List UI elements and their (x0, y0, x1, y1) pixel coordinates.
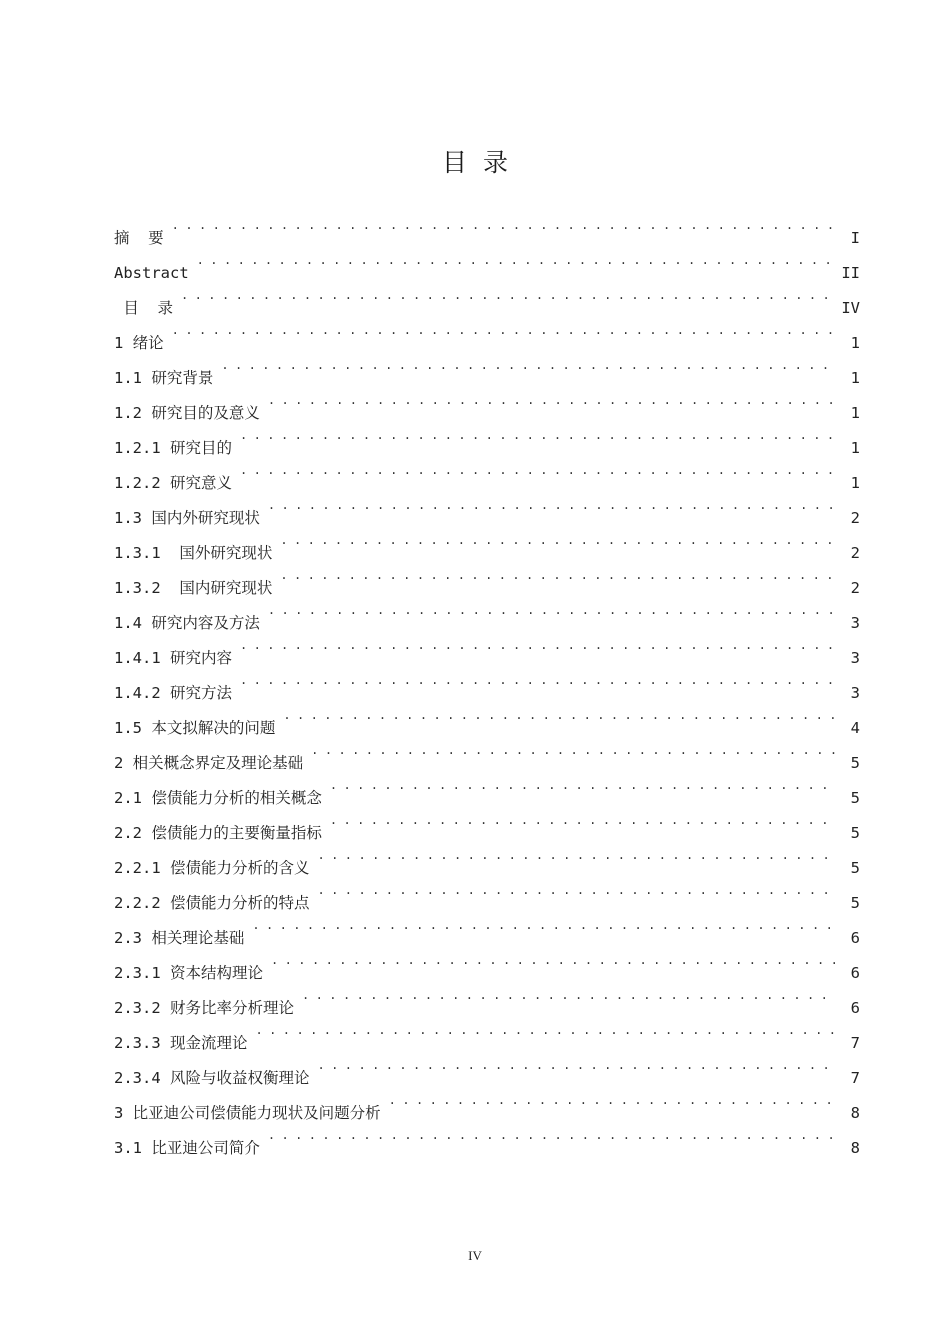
toc-entry-page: 1 (850, 369, 860, 387)
toc-dot-leader (268, 593, 836, 628)
toc-entry-page: 2 (850, 509, 860, 527)
toc-entry-label: 2.3.3 现金流理论 (114, 1034, 248, 1052)
toc-dot-leader (172, 313, 836, 348)
toc-dot-leader (268, 383, 836, 418)
toc-entry-page: 5 (850, 824, 860, 842)
toc-entry-label: 1.3.1 国外研究现状 (114, 544, 273, 562)
toc-dot-leader (240, 663, 836, 698)
toc-entry[interactable] (114, 278, 860, 317)
toc-dot-leader (280, 558, 836, 593)
toc-entry-label: 2.3.1 资本结构理论 (114, 964, 263, 982)
toc-dot-leader (330, 768, 836, 803)
toc-dot-leader (197, 243, 832, 278)
page-title: 目 录 (442, 148, 508, 177)
toc-entry-label: 2.3.2 财务比率分析理论 (114, 999, 294, 1017)
toc-dot-leader (302, 978, 836, 1013)
toc-entry-page: 6 (850, 999, 860, 1017)
toc-entry-label: 1 绪论 (114, 334, 164, 352)
toc-dot-leader (240, 628, 836, 663)
toc-entry-label: 1.5 本文拟解决的问题 (114, 719, 276, 737)
toc-entry-page: 7 (850, 1034, 860, 1052)
toc-entry-page: 5 (850, 859, 860, 877)
toc-dot-leader (318, 1048, 837, 1083)
toc-entry-label: 1.2 研究目的及意义 (114, 404, 260, 422)
toc-entry-label: 摘 要 (114, 229, 164, 247)
toc-dot-leader (240, 418, 836, 453)
toc-entry-page: IV (841, 299, 860, 317)
toc-entry-page: 5 (850, 789, 860, 807)
toc-entry-label: 1.3 国内外研究现状 (114, 509, 260, 527)
toc-dot-leader (389, 1083, 836, 1118)
toc-dot-leader (280, 523, 836, 558)
toc-entry-page: 1 (850, 439, 860, 457)
toc-entry-page: 5 (850, 754, 860, 772)
toc-entry-label: 2.3.4 风险与收益权衡理论 (114, 1069, 310, 1087)
page-number-footer: IV (468, 1248, 482, 1263)
toc-entry-page: 1 (850, 404, 860, 422)
toc-entry-label: 1.2.1 研究目的 (114, 439, 232, 457)
toc-dot-leader (256, 1013, 837, 1048)
toc-entry-page: 4 (850, 719, 860, 737)
toc-entry[interactable] (114, 243, 860, 282)
toc-entry-label: 2.2 偿债能力的主要衡量指标 (114, 824, 322, 842)
toc-entry-page: 5 (850, 894, 860, 912)
toc-entry-label: 1.1 研究背景 (114, 369, 214, 387)
toc-dot-leader (330, 803, 836, 838)
toc-entry-label: 2.1 偿债能力分析的相关概念 (114, 789, 322, 807)
toc-entry-page: 1 (850, 474, 860, 492)
toc-entry-label: 目 录 (114, 299, 173, 317)
toc-entry-page: 6 (850, 964, 860, 982)
toc-dot-leader (252, 908, 836, 943)
toc-entry-page: 6 (850, 929, 860, 947)
toc-entry-label: 2 相关概念界定及理论基础 (114, 754, 304, 772)
toc-dot-leader (268, 488, 836, 523)
toc-entry[interactable] (114, 348, 860, 387)
toc-entry-page: 7 (850, 1069, 860, 1087)
toc-entry-page: 2 (850, 544, 860, 562)
toc-entry-label: 1.4.1 研究内容 (114, 649, 232, 667)
toc-dot-leader (283, 698, 836, 733)
toc-entry-label: 1.4 研究内容及方法 (114, 614, 260, 632)
toc-entry[interactable] (114, 383, 860, 422)
toc-dot-leader (240, 453, 836, 488)
toc-entry[interactable] (114, 313, 860, 352)
toc-entry-label: 3.1 比亚迪公司简介 (114, 1139, 260, 1157)
toc-entry-page: 3 (850, 614, 860, 632)
toc-entry-label: 3 比亚迪公司偿债能力现状及问题分析 (114, 1104, 381, 1122)
toc-entry-page: 8 (850, 1139, 860, 1157)
toc-dot-leader (172, 208, 836, 243)
toc-dot-leader (318, 873, 837, 908)
toc-dot-leader (181, 278, 831, 313)
toc-entry-label: 2.2.2 偿债能力分析的特点 (114, 894, 310, 912)
toc-entry-page: 3 (850, 684, 860, 702)
toc-entry-label: 1.3.2 国内研究现状 (114, 579, 273, 597)
toc-entry-page: 1 (850, 334, 860, 352)
toc-entry-page: 2 (850, 579, 860, 597)
toc-dot-leader (318, 838, 837, 873)
toc-entry-label: 1.4.2 研究方法 (114, 684, 232, 702)
toc-entry[interactable] (114, 208, 860, 247)
toc-entry-page: I (850, 229, 860, 247)
toc-entry-label: 1.2.2 研究意义 (114, 474, 232, 492)
toc-entry-page: 8 (850, 1104, 860, 1122)
toc-entry-label: Abstract (114, 264, 189, 282)
toc-dot-leader (311, 733, 836, 768)
table-of-contents (114, 208, 860, 1157)
toc-entry-page: II (841, 264, 860, 282)
toc-entry-label: 2.3 相关理论基础 (114, 929, 245, 947)
toc-dot-leader (268, 1118, 836, 1153)
toc-entry-label: 2.2.1 偿债能力分析的含义 (114, 859, 310, 877)
toc-entry-page: 3 (850, 649, 860, 667)
toc-dot-leader (271, 943, 836, 978)
toc-dot-leader (221, 348, 836, 383)
